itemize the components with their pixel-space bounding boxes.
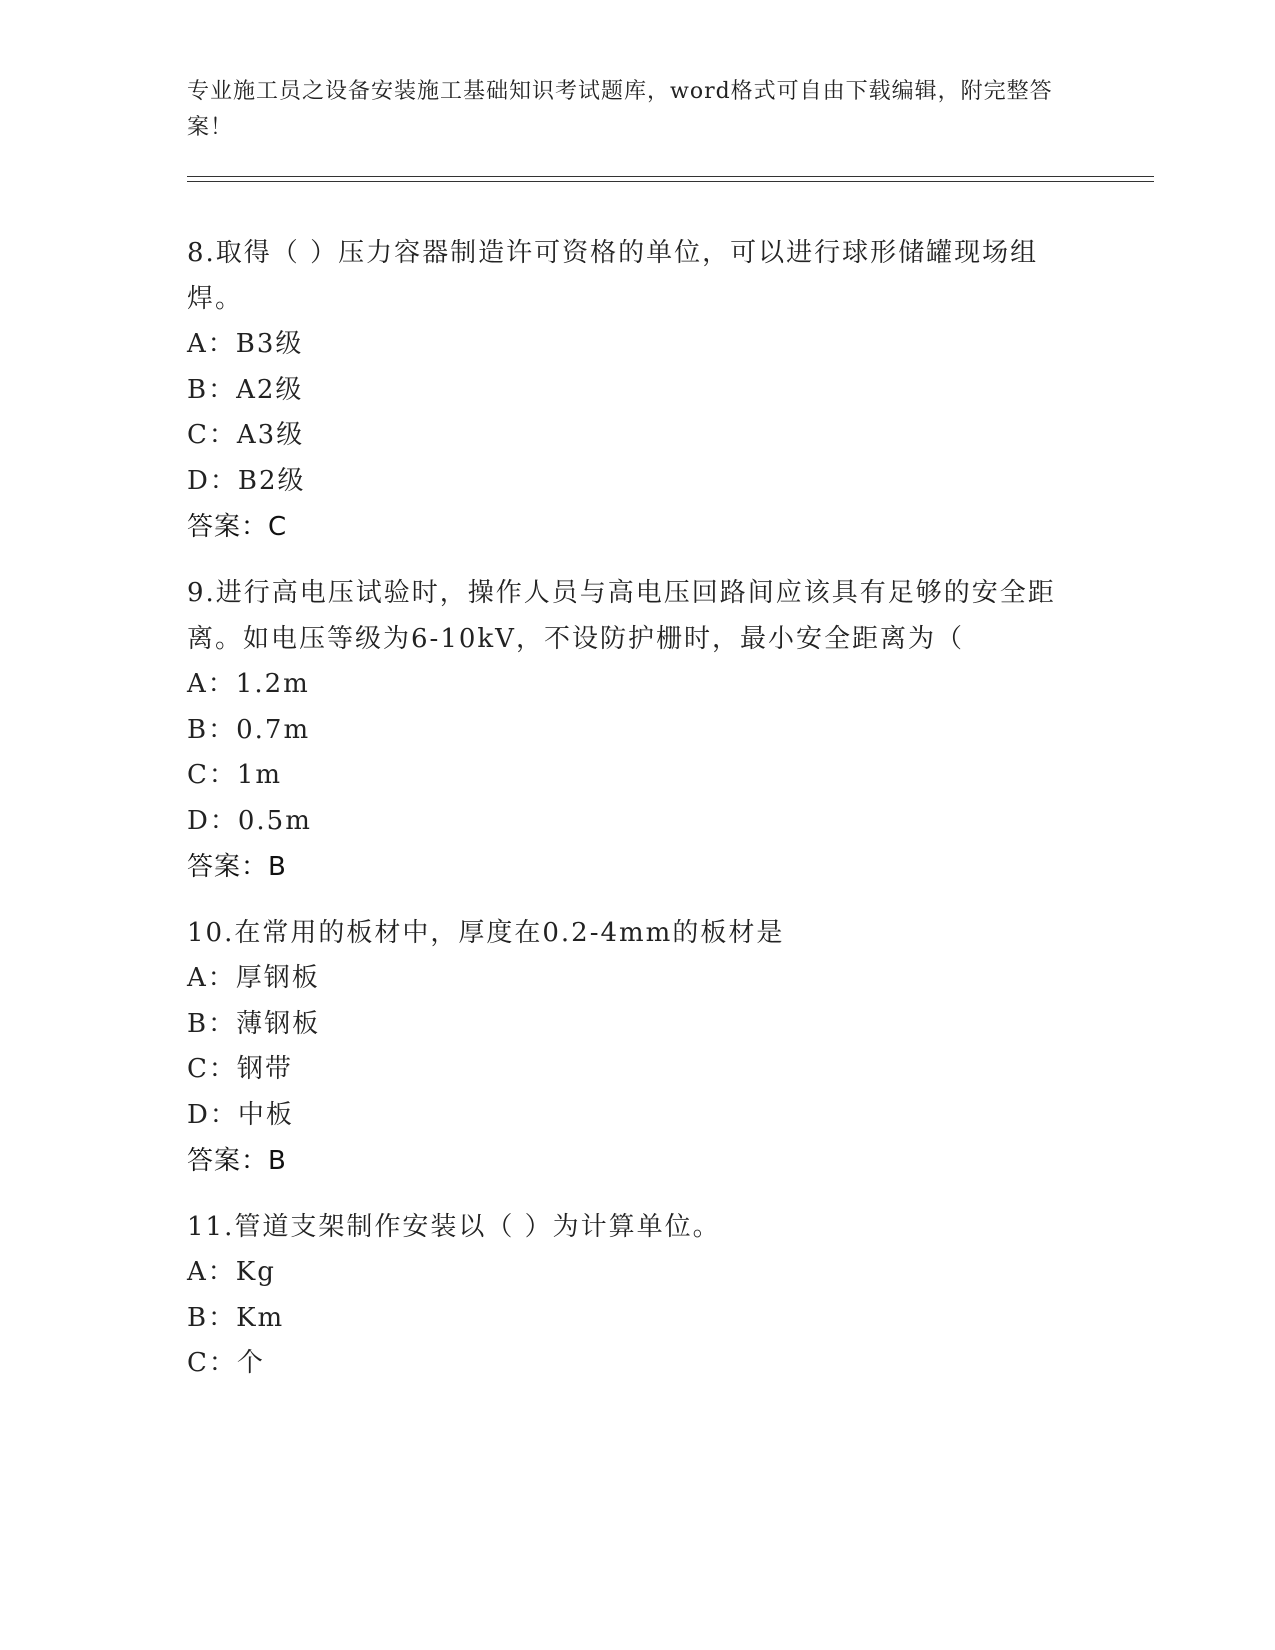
question-item-8 (187, 230, 1087, 550)
option-a: A：B3级 (187, 329, 304, 359)
option-b: B：Km (187, 1302, 285, 1333)
option-b: B：A2级 (187, 374, 304, 405)
document-header-title: 专业施工员之设备安装施工基础知识考试题库，word格式可自由下载编辑，附完整答案！ (187, 79, 1053, 140)
question-stem: 11.管道支架制作安装以（ ）为计算单位。 (187, 1212, 721, 1242)
question-item-10 (187, 910, 1087, 1184)
answer-label: 答案：B (187, 1146, 287, 1176)
header-divider-bottom (187, 181, 1154, 182)
question-stem: 10.在常用的板材中，厚度在0.2-4mm的板材是 (187, 918, 785, 948)
option-a: A：Kg (187, 1257, 276, 1287)
answer-label: 答案：C (187, 512, 288, 542)
question-list (187, 230, 1087, 1407)
option-c: C：1m (187, 760, 283, 790)
answer-label: 答案：B (187, 852, 287, 882)
option-a: A：厚钢板 (187, 963, 320, 993)
question-item-11 (187, 1204, 1087, 1387)
option-c: C：钢带 (187, 1054, 293, 1084)
option-b: B：0.7m (187, 714, 311, 745)
option-c: C：个 (187, 1348, 265, 1378)
question-stem: 8.取得（ ）压力容器制造许可资格的单位，可以进行球形储罐现场组焊。 (187, 238, 1039, 314)
question-stem: 9.进行高电压试验时，操作人员与高电压回路间应该具有足够的安全距离。如电压等级为6-10kV，不设防护栅时，最小安全距离为（ (187, 578, 1056, 654)
option-c: C：A3级 (187, 420, 305, 450)
option-d: D：中板 (187, 1099, 294, 1130)
question-item-9 (187, 570, 1087, 890)
option-a: A：1.2m (187, 669, 310, 699)
header-divider-top (187, 176, 1154, 177)
option-d: D：B2级 (187, 465, 306, 496)
option-b: B：薄钢板 (187, 1008, 321, 1039)
option-d: D：0.5m (187, 805, 312, 836)
